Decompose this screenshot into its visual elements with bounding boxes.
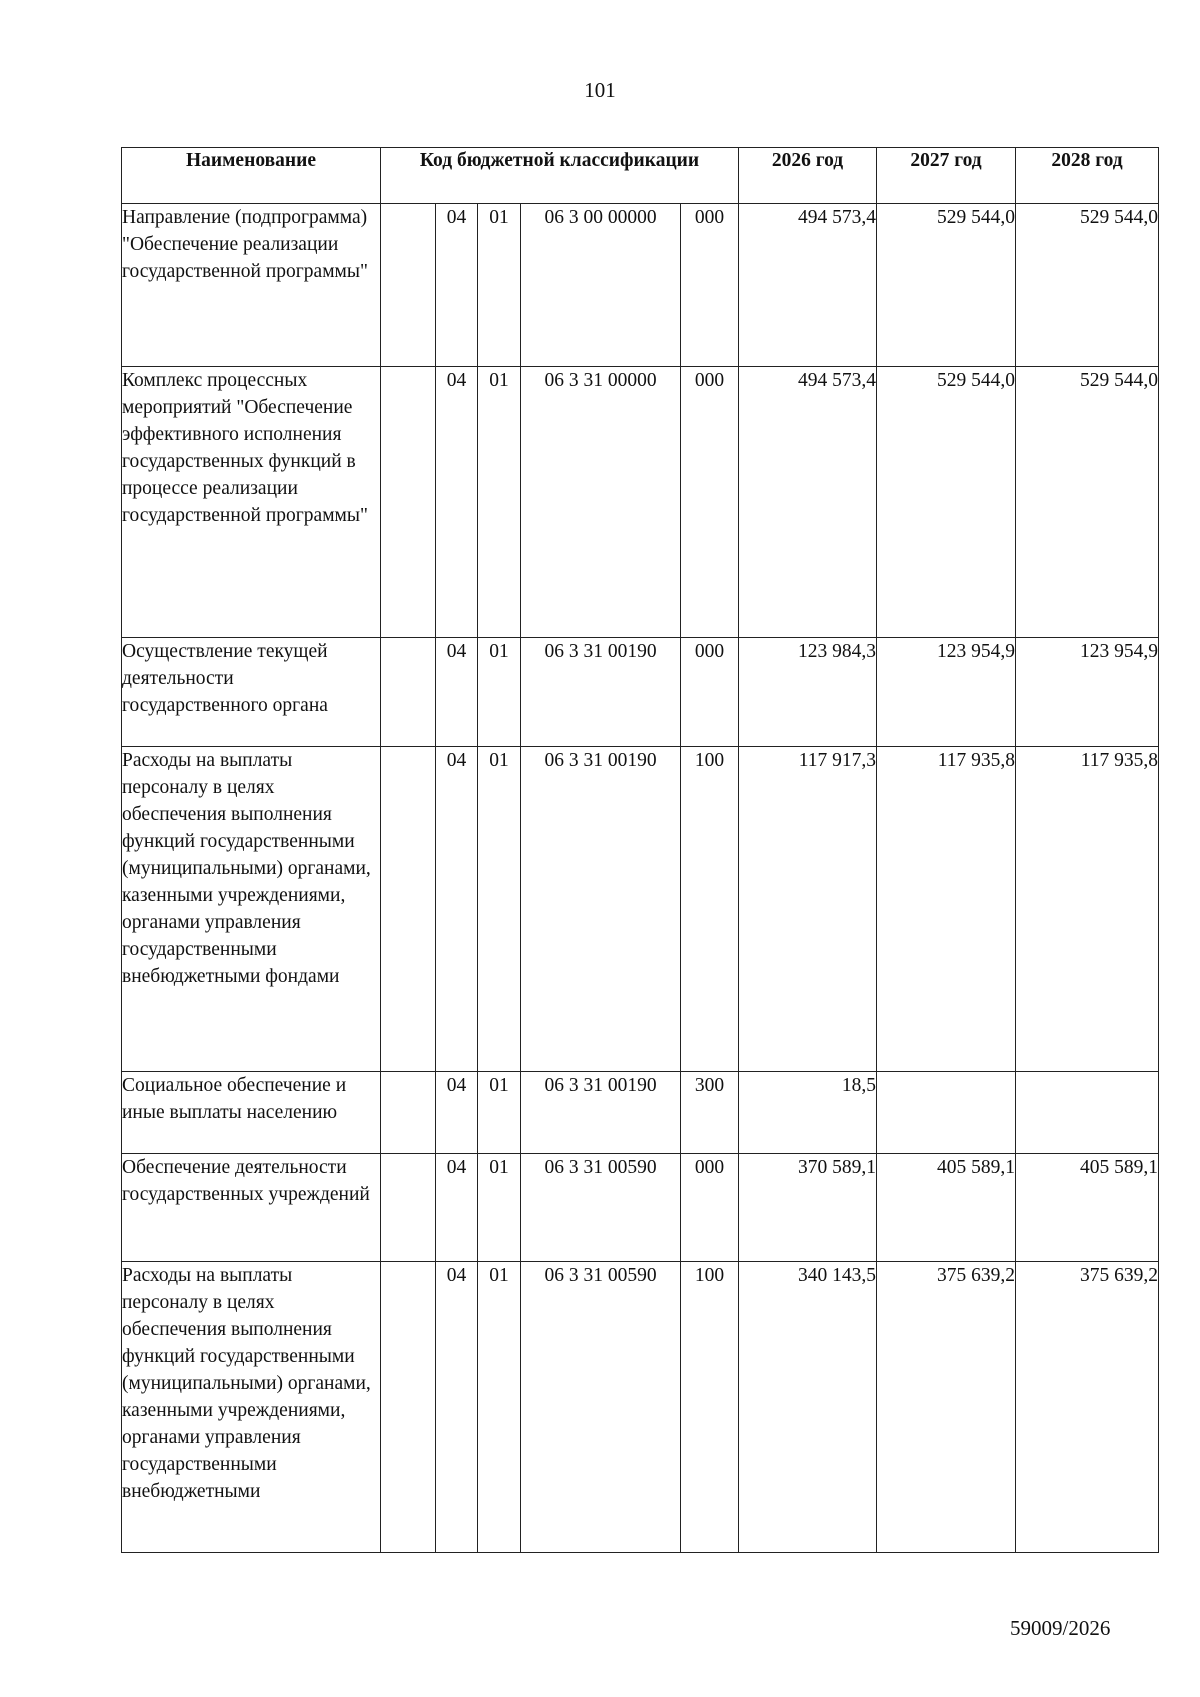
ministry-code-cell bbox=[381, 1154, 436, 1262]
section-code-cell: 04 bbox=[436, 1154, 478, 1262]
ministry-code-cell bbox=[381, 747, 436, 1072]
document-id: 59009/2026 bbox=[1010, 1616, 1111, 1640]
budget-table bbox=[121, 147, 1159, 1553]
table-row bbox=[122, 747, 1159, 1072]
page-number: 101 bbox=[584, 78, 616, 102]
target-code-cell: 06 3 31 00190 bbox=[521, 747, 681, 1072]
row-name: Расходы на выплаты персоналу в целях обеспечения выполнения функций государственными (муниципальными) органами, казенными учреждениями, органами управления государственными внебюджетными bbox=[122, 1262, 381, 1553]
value-2027: 529 544,0 bbox=[877, 204, 1016, 367]
section-code-cell: 04 bbox=[436, 1262, 478, 1553]
subsection-code-cell: 01 bbox=[478, 1262, 521, 1553]
subsection-code-cell: 01 bbox=[478, 367, 521, 638]
value-2027: 405 589,1 bbox=[877, 1154, 1016, 1262]
value-2026: 117 917,3 bbox=[739, 747, 877, 1072]
value-2027: 117 935,8 bbox=[877, 747, 1016, 1072]
row-name: Комплекс процессных мероприятий "Обеспечение эффективного исполнения государственных функций в процессе реализации государственной программы" bbox=[122, 367, 381, 638]
row-name: Расходы на выплаты персоналу в целях обеспечения выполнения функций государственными (муниципальными) органами, казенными учреждениями, органами управления государственными внебюджетными фондами bbox=[122, 747, 381, 1072]
value-2028: 405 589,1 bbox=[1016, 1154, 1159, 1262]
value-2027: 123 954,9 bbox=[877, 638, 1016, 747]
row-name: Обеспечение деятельности государственных учреждений bbox=[122, 1154, 381, 1262]
target-code-cell: 06 3 31 00590 bbox=[521, 1262, 681, 1553]
value-2027: 375 639,2 bbox=[877, 1262, 1016, 1553]
table-row bbox=[122, 204, 1159, 367]
header-name: Наименование bbox=[122, 148, 381, 204]
target-code-cell: 06 3 00 00000 bbox=[521, 204, 681, 367]
table-row bbox=[122, 1154, 1159, 1262]
ministry-code-cell bbox=[381, 1072, 436, 1154]
section-code-cell: 04 bbox=[436, 638, 478, 747]
expense-type-cell: 100 bbox=[681, 747, 739, 1072]
value-2028: 375 639,2 bbox=[1016, 1262, 1159, 1553]
expense-type-cell: 000 bbox=[681, 638, 739, 747]
value-2026: 123 984,3 bbox=[739, 638, 877, 747]
expense-type-cell: 100 bbox=[681, 1262, 739, 1553]
row-name: Социальное обеспечение и иные выплаты населению bbox=[122, 1072, 381, 1154]
value-2027: 529 544,0 bbox=[877, 367, 1016, 638]
value-2026: 494 573,4 bbox=[739, 204, 877, 367]
header-2028: 2028 год bbox=[1016, 148, 1159, 204]
expense-type-cell: 000 bbox=[681, 367, 739, 638]
target-code-cell: 06 3 31 00190 bbox=[521, 638, 681, 747]
row-name: Осуществление текущей деятельности государственного органа bbox=[122, 638, 381, 747]
subsection-code-cell: 01 bbox=[478, 638, 521, 747]
section-code-cell: 04 bbox=[436, 367, 478, 638]
value-2026: 494 573,4 bbox=[739, 367, 877, 638]
ministry-code-cell bbox=[381, 638, 436, 747]
ministry-code-cell bbox=[381, 204, 436, 367]
table-row bbox=[122, 367, 1159, 638]
value-2027 bbox=[877, 1072, 1016, 1154]
expense-type-cell: 300 bbox=[681, 1072, 739, 1154]
value-2028: 123 954,9 bbox=[1016, 638, 1159, 747]
subsection-code-cell: 01 bbox=[478, 204, 521, 367]
table-header-row bbox=[122, 148, 1159, 204]
target-code-cell: 06 3 31 00590 bbox=[521, 1154, 681, 1262]
ministry-code-cell bbox=[381, 367, 436, 638]
ministry-code-cell bbox=[381, 1262, 436, 1553]
table-row bbox=[122, 1072, 1159, 1154]
section-code-cell: 04 bbox=[436, 1072, 478, 1154]
value-2028 bbox=[1016, 1072, 1159, 1154]
header-code: Код бюджетной классификации bbox=[381, 148, 739, 204]
value-2026: 340 143,5 bbox=[739, 1262, 877, 1553]
target-code-cell: 06 3 31 00190 bbox=[521, 1072, 681, 1154]
target-code-cell: 06 3 31 00000 bbox=[521, 367, 681, 638]
section-code-cell: 04 bbox=[436, 204, 478, 367]
table-row bbox=[122, 638, 1159, 747]
subsection-code-cell: 01 bbox=[478, 1154, 521, 1262]
value-2026: 18,5 bbox=[739, 1072, 877, 1154]
header-2027: 2027 год bbox=[877, 148, 1016, 204]
value-2026: 370 589,1 bbox=[739, 1154, 877, 1262]
value-2028: 117 935,8 bbox=[1016, 747, 1159, 1072]
header-2026: 2026 год bbox=[739, 148, 877, 204]
value-2028: 529 544,0 bbox=[1016, 204, 1159, 367]
section-code-cell: 04 bbox=[436, 747, 478, 1072]
expense-type-cell: 000 bbox=[681, 204, 739, 367]
row-name: Направление (подпрограмма) "Обеспечение реализации государственной программы" bbox=[122, 204, 381, 367]
value-2028: 529 544,0 bbox=[1016, 367, 1159, 638]
table-row bbox=[122, 1262, 1159, 1553]
expense-type-cell: 000 bbox=[681, 1154, 739, 1262]
subsection-code-cell: 01 bbox=[478, 747, 521, 1072]
subsection-code-cell: 01 bbox=[478, 1072, 521, 1154]
